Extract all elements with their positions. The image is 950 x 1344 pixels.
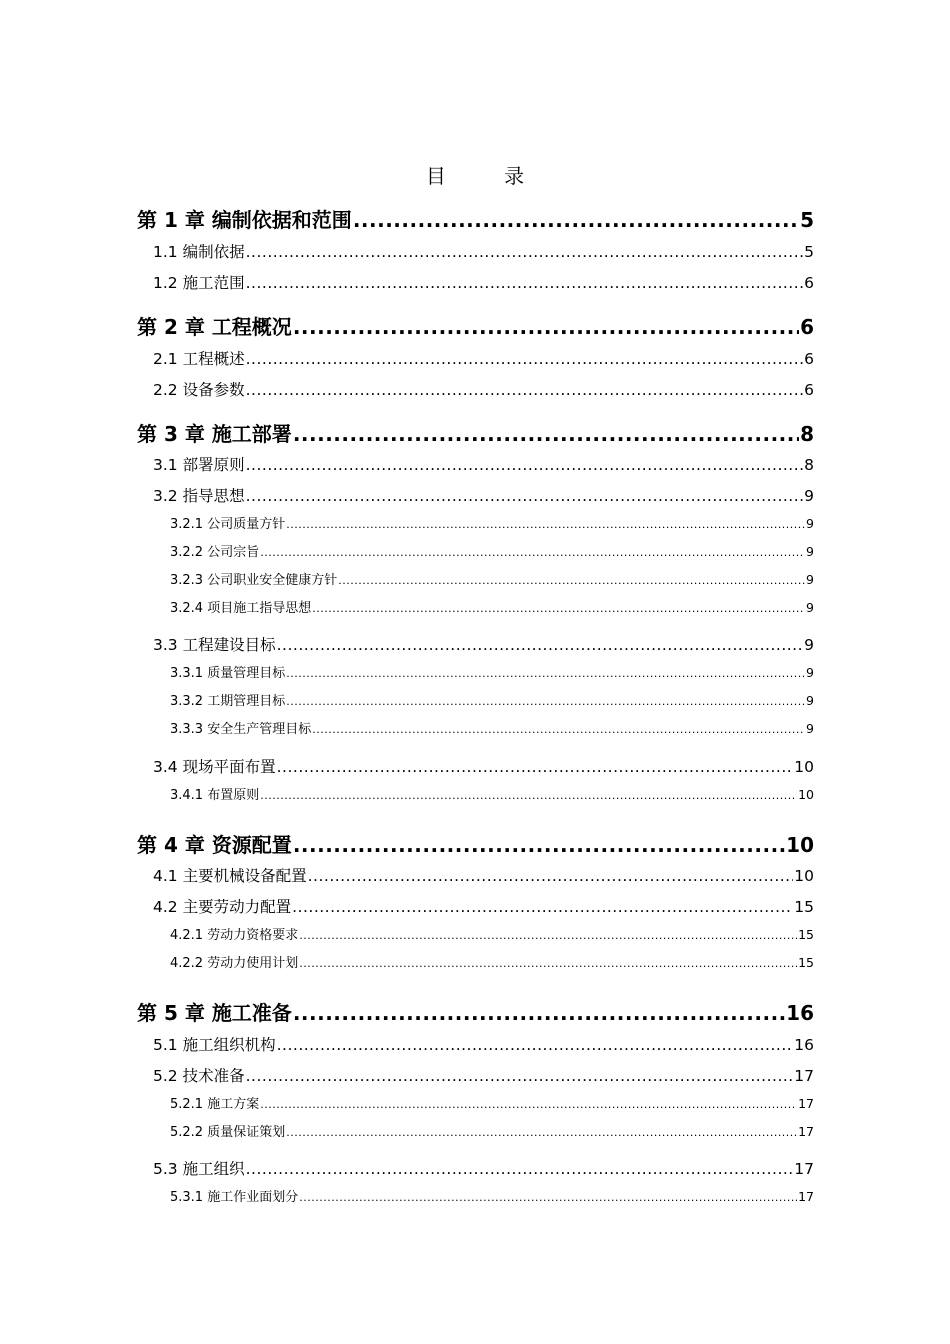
toc-dot-leader xyxy=(293,832,785,858)
toc-entry-label: 3.2.3 公司职业安全健康方针 xyxy=(170,573,338,588)
toc-page-number: 8 xyxy=(800,422,814,446)
toc-entry-label: 1.2 施工范围 xyxy=(153,274,245,292)
toc-entry-label: 5.1 施工组织机构 xyxy=(153,1036,276,1054)
toc-entry-section-2-2[interactable] xyxy=(153,380,814,400)
toc-entry-label: 3.2.2 公司宗旨 xyxy=(170,545,260,560)
toc-dot-leader xyxy=(246,455,804,475)
toc-page-number: 10 xyxy=(798,787,814,802)
toc-dot-leader xyxy=(299,955,797,973)
toc-page-number: 15 xyxy=(794,898,814,916)
toc-dot-leader xyxy=(312,721,805,739)
toc-entry-section-1-1[interactable] xyxy=(153,242,814,262)
toc-entry-subsection-5-2-1[interactable] xyxy=(170,1095,814,1114)
toc-entry-label: 3.4 现场平面布置 xyxy=(153,758,276,776)
toc-entry-chapter-1[interactable] xyxy=(137,207,814,233)
toc-entry-label: 3.3.3 安全生产管理目标 xyxy=(170,722,312,737)
toc-page-number: 17 xyxy=(798,1096,814,1111)
toc-entry-section-2-1[interactable] xyxy=(153,349,814,369)
toc-page-number: 9 xyxy=(806,693,814,708)
toc-entry-label: 2.2 设备参数 xyxy=(153,381,245,399)
toc-dot-leader xyxy=(308,866,794,886)
toc-entry-label: 3.4.1 布置原则 xyxy=(170,788,260,803)
toc-entry-chapter-5[interactable] xyxy=(137,1000,814,1026)
toc-entry-chapter-2[interactable] xyxy=(137,314,814,340)
toc-entry-label: 第 3 章 施工部署 xyxy=(137,422,292,446)
toc-entry-subsection-3-2-2[interactable] xyxy=(170,543,814,562)
toc-entry-section-5-2[interactable] xyxy=(153,1066,814,1086)
toc-entry-label: 4.1 主要机械设备配置 xyxy=(153,867,307,885)
toc-dot-leader xyxy=(286,665,805,683)
toc-page-number: 17 xyxy=(798,1124,814,1139)
toc-entry-subsection-3-3-1[interactable] xyxy=(170,664,814,683)
toc-entry-label: 3.2 指导思想 xyxy=(153,487,245,505)
toc-page-number: 15 xyxy=(798,955,814,970)
toc-entry-label: 4.2.2 劳动力使用计划 xyxy=(170,956,299,971)
toc-page-number: 17 xyxy=(794,1067,814,1085)
toc-dot-leader xyxy=(246,273,804,293)
toc-page-number: 6 xyxy=(804,381,814,399)
toc-entry-subsection-3-2-3[interactable] xyxy=(170,571,814,590)
toc-page-number: 5 xyxy=(804,243,814,261)
toc-title: 目 录 xyxy=(425,164,551,188)
toc-page-number: 15 xyxy=(798,927,814,942)
toc-dot-leader xyxy=(293,421,799,447)
toc-entry-label: 3.2.4 项目施工指导思想 xyxy=(170,601,312,616)
toc-entry-section-1-2[interactable] xyxy=(153,273,814,293)
toc-dot-leader xyxy=(292,897,793,917)
toc-dot-leader xyxy=(312,600,805,618)
toc-page-number: 6 xyxy=(804,274,814,292)
toc-entry-label: 3.3.2 工期管理目标 xyxy=(170,694,286,709)
toc-entry-label: 5.2.1 施工方案 xyxy=(170,1097,260,1112)
toc-entry-section-5-3[interactable] xyxy=(153,1159,814,1179)
toc-entry-subsection-3-3-3[interactable] xyxy=(170,720,814,739)
toc-entry-label: 3.2.1 公司质量方针 xyxy=(170,517,286,532)
toc-dot-leader xyxy=(293,1000,785,1026)
toc-page-number: 10 xyxy=(794,758,814,776)
toc-dot-leader xyxy=(277,757,794,777)
toc-page-number: 9 xyxy=(804,636,814,654)
toc-dot-leader xyxy=(246,349,804,369)
toc-entry-label: 第 2 章 工程概况 xyxy=(137,315,292,339)
toc-entry-label: 1.1 编制依据 xyxy=(153,243,245,261)
toc-page-number: 5 xyxy=(800,208,814,232)
toc-dot-leader xyxy=(246,486,804,506)
toc-entry-subsection-4-2-1[interactable] xyxy=(170,926,814,945)
toc-entry-subsection-3-2-4[interactable] xyxy=(170,599,814,618)
toc-dot-leader xyxy=(299,1189,797,1207)
toc-entry-section-4-1[interactable] xyxy=(153,866,814,886)
toc-page-number: 9 xyxy=(806,665,814,680)
toc-dot-leader xyxy=(246,242,804,262)
toc-dot-leader xyxy=(277,1035,794,1055)
toc-entry-section-3-2[interactable] xyxy=(153,486,814,506)
toc-entry-label: 3.1 部署原则 xyxy=(153,456,245,474)
toc-entry-section-3-4[interactable] xyxy=(153,757,814,777)
toc-page-number: 9 xyxy=(806,600,814,615)
toc-entry-label: 5.3.1 施工作业面划分 xyxy=(170,1190,299,1205)
toc-page-number: 10 xyxy=(786,833,814,857)
toc-entry-label: 第 5 章 施工准备 xyxy=(137,1001,292,1025)
toc-page-number: 9 xyxy=(806,544,814,559)
toc-dot-leader xyxy=(246,1066,794,1086)
toc-page-number: 8 xyxy=(804,456,814,474)
toc-entry-label: 3.3 工程建设目标 xyxy=(153,636,276,654)
toc-entry-subsection-4-2-2[interactable] xyxy=(170,954,814,973)
toc-entry-chapter-4[interactable] xyxy=(137,832,814,858)
toc-page-number: 6 xyxy=(800,315,814,339)
toc-entry-label: 5.3 施工组织 xyxy=(153,1160,245,1178)
toc-entry-section-3-3[interactable] xyxy=(153,635,814,655)
toc-entry-subsection-3-3-2[interactable] xyxy=(170,692,814,711)
toc-dot-leader xyxy=(286,693,805,711)
toc-entry-subsection-5-2-2[interactable] xyxy=(170,1123,814,1142)
toc-entry-label: 3.3.1 质量管理目标 xyxy=(170,666,286,681)
toc-page-number: 10 xyxy=(794,867,814,885)
toc-entry-label: 5.2 技术准备 xyxy=(153,1067,245,1085)
toc-dot-leader xyxy=(277,635,804,655)
toc-dot-leader xyxy=(299,927,797,945)
toc-page-number: 16 xyxy=(794,1036,814,1054)
toc-page-number: 9 xyxy=(806,516,814,531)
toc-page-number: 9 xyxy=(804,487,814,505)
toc-entry-section-5-1[interactable] xyxy=(153,1035,814,1055)
toc-page-number: 6 xyxy=(804,350,814,368)
toc-entry-label: 第 1 章 编制依据和范围 xyxy=(137,208,352,232)
toc-entry-chapter-3[interactable] xyxy=(137,421,814,447)
toc-entry-section-4-2[interactable] xyxy=(153,897,814,917)
toc-page-number: 17 xyxy=(798,1189,814,1204)
toc-entry-section-3-1[interactable] xyxy=(153,455,814,475)
toc-entry-subsection-3-2-1[interactable] xyxy=(170,515,814,534)
toc-page-number: 9 xyxy=(806,721,814,736)
toc-dot-leader xyxy=(338,572,805,590)
toc-page-number: 9 xyxy=(806,572,814,587)
toc-entry-subsection-3-4-1[interactable] xyxy=(170,786,814,805)
toc-dot-leader xyxy=(260,544,805,562)
toc-entry-label: 4.2.1 劳动力资格要求 xyxy=(170,928,299,943)
toc-dot-leader xyxy=(353,207,799,233)
toc-entry-label: 4.2 主要劳动力配置 xyxy=(153,898,292,916)
toc-entry-subsection-5-3-1[interactable] xyxy=(170,1188,814,1207)
toc-dot-leader xyxy=(260,1096,797,1114)
toc-dot-leader xyxy=(260,787,797,805)
toc-dot-leader xyxy=(246,380,804,400)
toc-dot-leader xyxy=(293,314,799,340)
toc-page-number: 17 xyxy=(794,1160,814,1178)
toc-dot-leader xyxy=(286,516,805,534)
toc-page-number: 16 xyxy=(786,1001,814,1025)
toc-dot-leader xyxy=(246,1159,794,1179)
toc-entry-label: 2.1 工程概述 xyxy=(153,350,245,368)
toc-entry-label: 第 4 章 资源配置 xyxy=(137,833,292,857)
toc-dot-leader xyxy=(286,1124,797,1142)
toc-entry-label: 5.2.2 质量保证策划 xyxy=(170,1125,286,1140)
